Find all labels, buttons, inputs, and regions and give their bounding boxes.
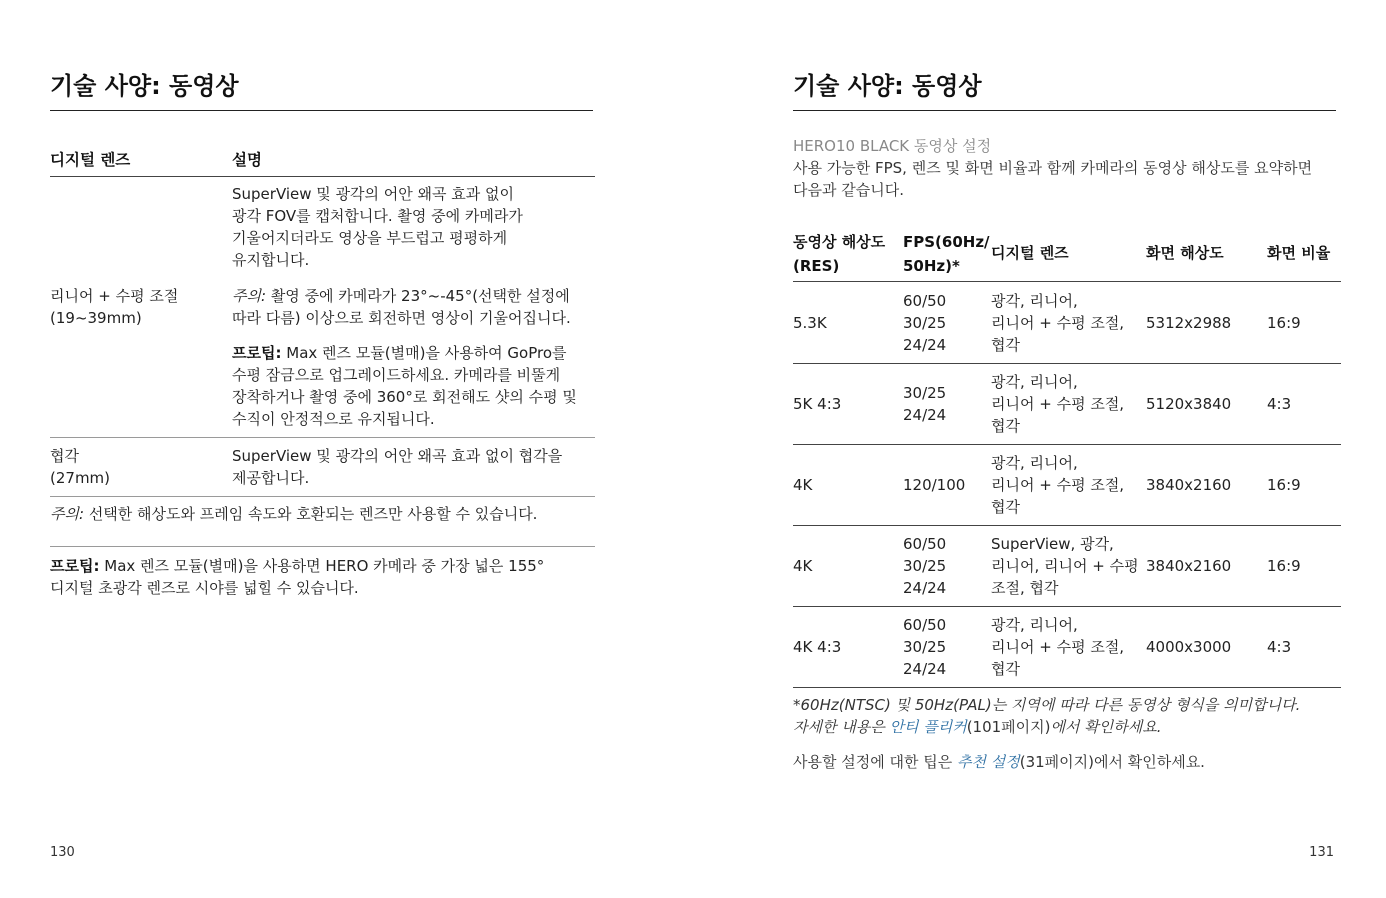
table-row xyxy=(793,363,1341,445)
page-number: 130 xyxy=(50,845,75,860)
col-header-resolution: 동영상 해상도 (RES) xyxy=(793,233,886,275)
col-header-description: 설명 xyxy=(232,151,262,169)
table-row xyxy=(793,525,1341,607)
cell-resolution: 4K 4:3 xyxy=(793,638,842,656)
cell-fps: 60/50 30/25 24/24 xyxy=(903,535,947,597)
table-row xyxy=(793,282,1341,364)
row-divider xyxy=(50,437,595,438)
narrow-description: SuperView 및 광각의 어안 왜곡 효과 없이 협각을 제공합니다. xyxy=(232,447,563,487)
cell-lens: 광각, 리니어, 리니어 + 수평 조절, 협각 xyxy=(991,616,1125,678)
col-header-lens: 디지털 렌즈 xyxy=(991,244,1069,262)
linear-horizon-note: 주의: 촬영 중에 카메라가 23°~-45°(선택한 설정에 따라 다름) 이상으로 회전하면 영상이 기울어집니다. xyxy=(232,287,571,327)
page-title: 기술 사양: 동영상 xyxy=(793,72,982,100)
cell-aspect-ratio: 4:3 xyxy=(1267,638,1292,656)
right-page xyxy=(793,0,1341,898)
cell-screen-resolution: 5312x2988 xyxy=(1146,314,1232,332)
video-table-header xyxy=(793,229,1341,282)
col-header-aspect-ratio: 화면 비율 xyxy=(1267,244,1331,262)
cell-resolution: 5K 4:3 xyxy=(793,395,842,413)
lens-name-narrow: 협각 (27mm) xyxy=(50,447,111,487)
page-number: 131 xyxy=(1309,845,1334,860)
cell-fps: 60/50 30/25 24/24 xyxy=(903,616,947,678)
lens-table-header xyxy=(50,146,595,177)
cell-aspect-ratio: 16:9 xyxy=(1267,314,1301,332)
max-lens-protip: 프로팁: Max 렌즈 모듈(별매)을 사용하면 HERO 카메라 중 가장 넓은 155° 디지털 초광각 렌즈로 시야를 넓힐 수 있습니다. xyxy=(50,557,545,597)
cell-lens: 광각, 리니어, 리니어 + 수평 조절, 협각 xyxy=(991,454,1125,516)
cell-aspect-ratio: 4:3 xyxy=(1267,395,1292,413)
region-format-note: *60Hz(NTSC) 및 50Hz(PAL)는 지역에 따라 다른 동영상 형식을 의미합니다. 자세한 내용은 안티 플리커(101페이지)에서 확인하세요. xyxy=(793,696,1301,736)
section-subheading: HERO10 BLACK 동영상 설정 xyxy=(793,137,992,155)
cell-lens: SuperView, 광각, 리니어, 리니어 + 수평 조절, 협각 xyxy=(991,535,1139,597)
row-divider xyxy=(50,496,595,497)
intro-paragraph: 사용 가능한 FPS, 렌즈 및 화면 비율과 함께 카메라의 동영상 해상도를 요약하면 다음과 같습니다. xyxy=(793,159,1313,199)
table-row xyxy=(793,606,1341,688)
section-divider xyxy=(50,546,595,547)
col-header-lens: 디지털 렌즈 xyxy=(50,151,131,169)
settings-tip: 사용할 설정에 대한 팁은 추천 설정(31페이지)에서 확인하세요. xyxy=(793,753,1205,771)
lens-compat-note: 주의: 선택한 해상도와 프레임 속도와 호환되는 렌즈만 사용할 수 있습니다. xyxy=(50,505,538,523)
recommended-settings-link[interactable]: 추천 설정 xyxy=(956,753,1020,771)
cell-lens: 광각, 리니어, 리니어 + 수평 조절, 협각 xyxy=(991,292,1125,354)
cell-screen-resolution: 3840x2160 xyxy=(1146,476,1232,494)
cell-fps: 120/100 xyxy=(903,476,966,494)
superview-description: SuperView 및 광각의 어안 왜곡 효과 없이 광각 FOV를 캡처합니다. 촬영 중에 카메라가 기울어지더라도 영상을 부드럽고 평평하게 유지합니다. xyxy=(232,185,523,269)
cell-screen-resolution: 3840x2160 xyxy=(1146,557,1232,575)
left-page xyxy=(50,0,595,898)
cell-resolution: 4K xyxy=(793,557,813,575)
col-header-fps: FPS(60Hz/ 50Hz)* xyxy=(903,233,990,275)
title-divider xyxy=(50,110,593,111)
cell-aspect-ratio: 16:9 xyxy=(1267,557,1301,575)
table-row xyxy=(793,444,1341,526)
cell-resolution: 4K xyxy=(793,476,813,494)
cell-screen-resolution: 5120x3840 xyxy=(1146,395,1232,413)
col-header-screen-resolution: 화면 해상도 xyxy=(1146,244,1224,262)
cell-screen-resolution: 4000x3000 xyxy=(1146,638,1232,656)
cell-resolution: 5.3K xyxy=(793,314,827,332)
linear-horizon-protip: 프로팁: Max 렌즈 모듈(별매)을 사용하여 GoPro를 수평 잠금으로 업그레이드하세요. 카메라를 비뚤게 장착하거나 촬영 중에 360°로 회전해도 샷의 수평 및 수직이 안정적으로 유지됩니다. xyxy=(232,344,577,428)
anti-flicker-link[interactable]: 안티 플리커 xyxy=(889,718,967,736)
page-title: 기술 사양: 동영상 xyxy=(50,72,239,100)
lens-name-linear-horizon: 리니어 + 수평 조절 (19~39mm) xyxy=(50,287,179,327)
cell-aspect-ratio: 16:9 xyxy=(1267,476,1301,494)
cell-lens: 광각, 리니어, 리니어 + 수평 조절, 협각 xyxy=(991,373,1125,435)
cell-fps: 30/25 24/24 xyxy=(903,384,947,424)
title-divider xyxy=(793,110,1336,111)
cell-fps: 60/50 30/25 24/24 xyxy=(903,292,947,354)
